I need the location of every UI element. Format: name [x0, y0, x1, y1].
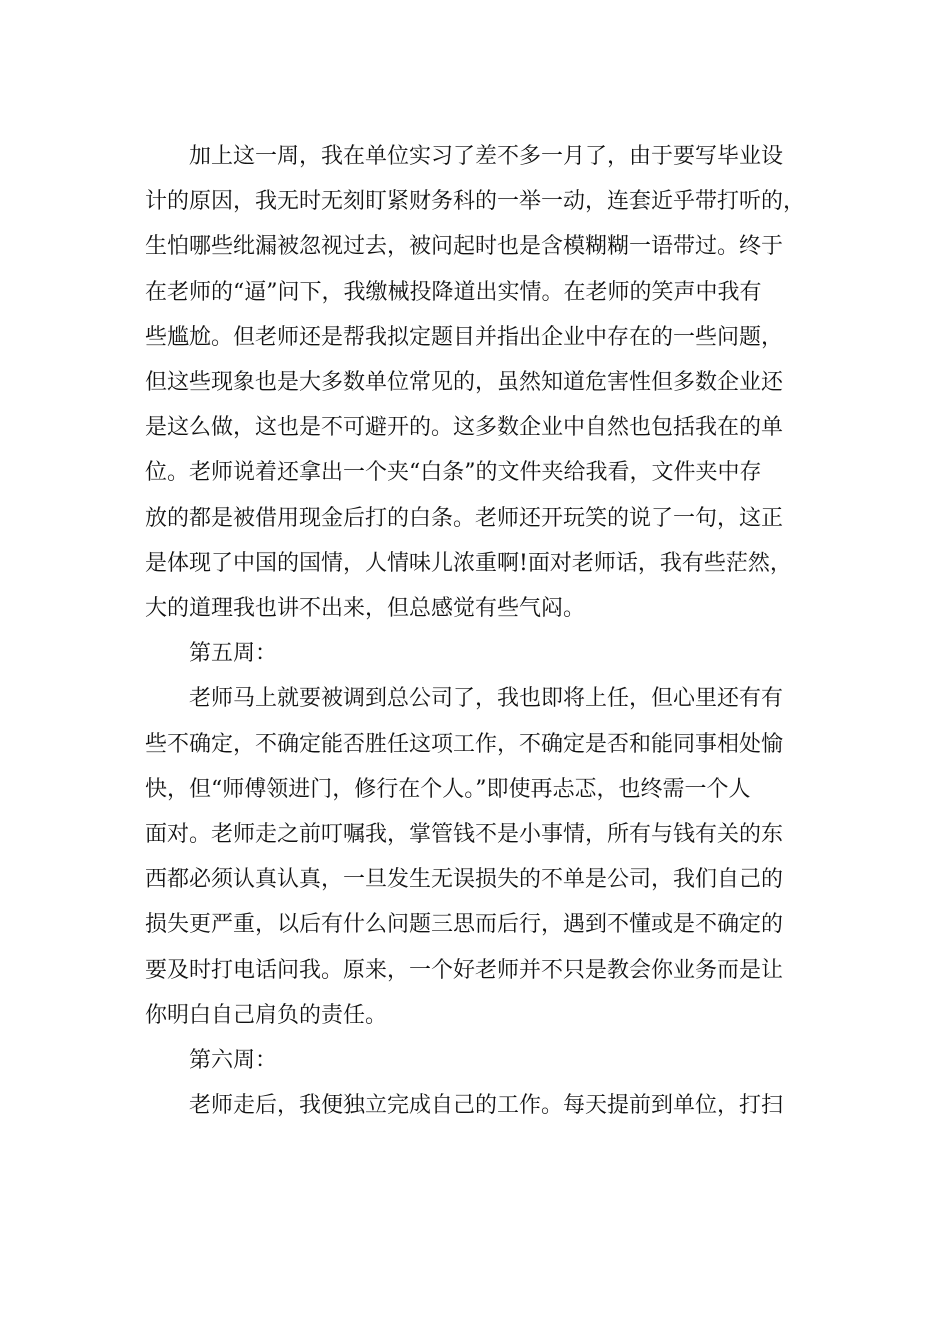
heading-week-six: 第六周： [189, 1048, 278, 1074]
paragraph-week4-reflection: 加上这一周，我在单位实习了差不多一月了，由于要写毕业设 计的原因，我无时无刻盯紧财务科的一举一动，连套近乎带打听的， 生怕哪些纰漏被忽视过去，被问起时也是含模糊糊一语带过。终于 在老师的“逼”问下，我缴械投降道出实情。在老师的笑声中我有 些尴尬。但老师还是帮我拟定题目并指出企业中存在的一些问题， 但这些现象也是大多数单位常见的，虽然知道危害性但多数企业还 是这么做，这也是不可避开的。这多数企业中自然也包括我在的单 位。老师说着还拿出一个夹“白条”的文件夹给我看，文件夹中存 放的都是被借用现金后打的白条。老师还开玩笑的说了一句，这正 是体现了中国的国情，人情味儿浓重啊!面对老师话，我有些茫然， 大的道理我也讲不出来，但总感觉有些气闷。 [145, 144, 806, 622]
document-body [145, 134, 810, 1128]
heading-week-five: 第五周： [189, 641, 278, 667]
paragraph-week6: 老师走后，我便独立完成自己的工作。每天提前到单位，打扫 [189, 1093, 784, 1119]
paragraph-week5: 老师马上就要被调到总公司了，我也即将上任，但心里还有有 些不确定，不确定能否胜任这项工作，不确定是否和能同事相处愉 快，但“师傅领进门，修行在个人。”即使再忐忑，也终需一个人 面对。老师走之前叮嘱我，掌管钱不是小事情，所有与钱有关的东 西都必须认真认真，一旦发生无误损失的不单是公司，我们自己的 损失更严重，以后有什么问题三思而后行，遇到不懂或是不确定的 要及时打电话问我。原来，一个好老师并不只是教会你业务而是让 你明白自己肩负的责任。 [145, 686, 784, 1028]
